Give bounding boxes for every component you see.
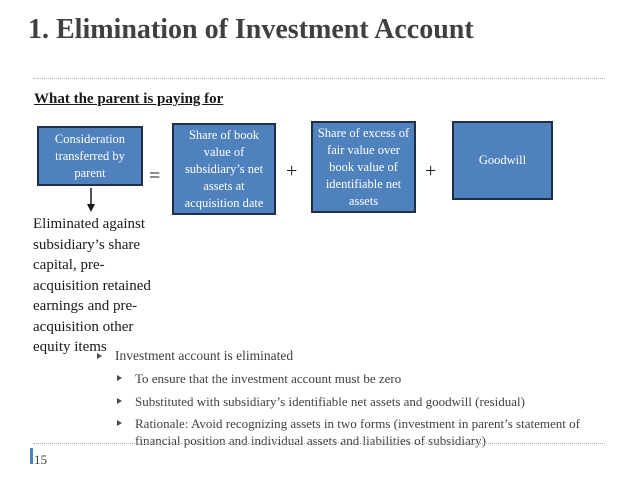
plus-operator-1: +	[286, 160, 298, 182]
section-subheading: What the parent is paying for	[34, 91, 224, 107]
equals-operator: =	[149, 165, 161, 187]
bullet-arrow-icon	[117, 420, 122, 426]
bullet-main-text: Investment account is eliminated	[115, 348, 294, 363]
page-number-accent	[30, 448, 33, 464]
sub-bullet-1	[117, 370, 401, 387]
sub-bullet-2	[117, 393, 525, 410]
down-arrow-icon	[86, 188, 96, 212]
slide-title: 1. Elimination of Investment Account	[28, 14, 474, 45]
bullet-arrow-icon	[117, 398, 122, 404]
excess-fair-value-box: Share of excess of fair value over book value of identifiable net assets	[311, 121, 416, 213]
goodwill-box: Goodwill	[452, 121, 553, 200]
sub-bullet-3-text: Rationale: Avoid recognizing assets in two forms (investment in parent’s statement of financial position and individual assets and liabilities of subsidiary)	[135, 416, 580, 448]
bullet-arrow-icon	[97, 353, 102, 359]
sub-bullet-1-text: To ensure that the investment account must be zero	[135, 371, 402, 386]
bullet-arrow-icon	[117, 375, 122, 381]
top-divider	[33, 78, 605, 79]
consideration-box: Consideration transferred by parent	[37, 126, 143, 186]
page-number: 15	[34, 452, 47, 467]
book-value-share-box: Share of book value of subsidiary’s net assets at acquisition date	[172, 123, 276, 215]
elimination-note: Eliminated against subsidiary’s share capital, pre-acquisition retained earnings and pre-acquisition other equity items	[33, 216, 151, 355]
sub-bullet-2-text: Substituted with subsidiary’s identifiable net assets and goodwill (residual)	[135, 394, 525, 409]
bottom-divider	[33, 443, 605, 444]
bullet-main	[97, 348, 293, 364]
plus-operator-2: +	[425, 160, 437, 182]
